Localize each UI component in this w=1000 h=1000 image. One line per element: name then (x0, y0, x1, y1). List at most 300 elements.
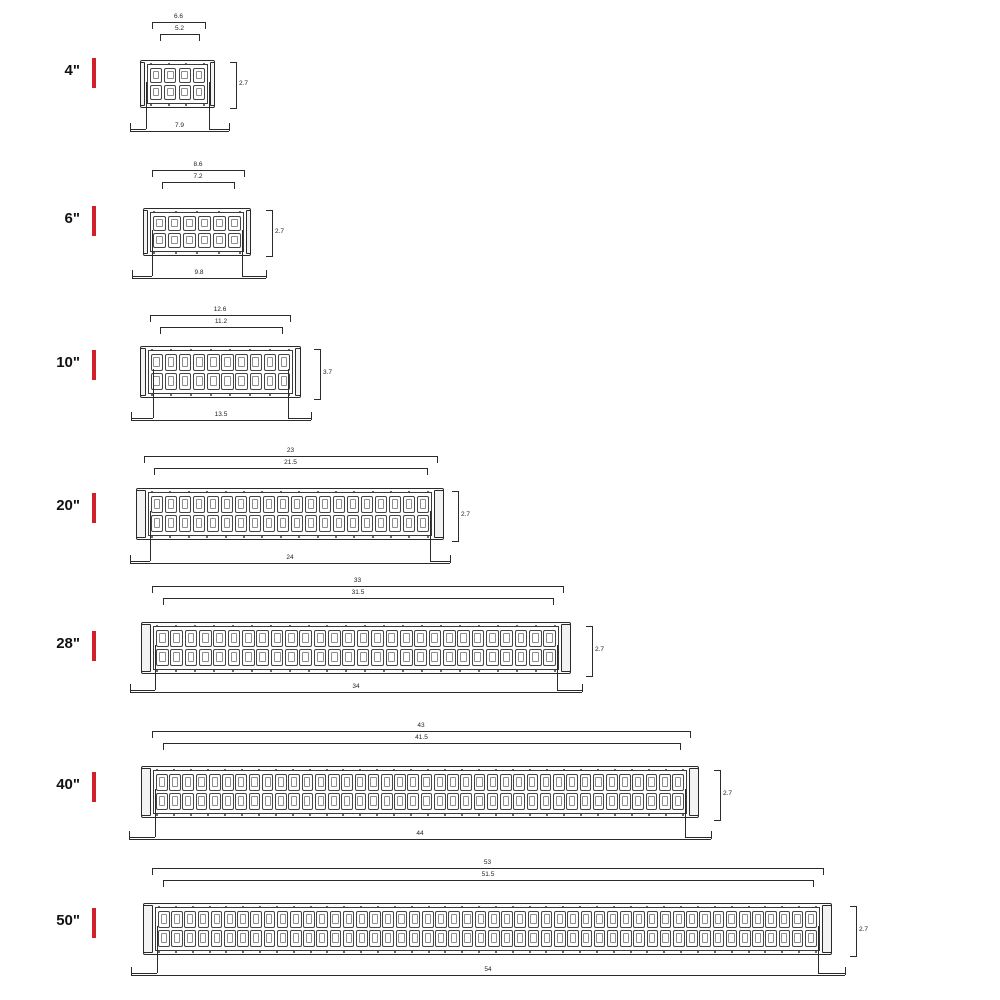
screw (444, 814, 446, 816)
top-dim-4-label: 33 (353, 577, 362, 584)
second-dim-6-tick-left (163, 880, 164, 887)
screw (631, 814, 633, 816)
led (660, 930, 672, 947)
led (594, 911, 606, 928)
screw (516, 625, 518, 627)
screw (714, 906, 716, 908)
screw (310, 951, 312, 953)
second-dim-6-line (163, 880, 813, 881)
bottom-dim-4-line (130, 692, 582, 693)
bottom-dim-5-line (129, 839, 711, 840)
led (792, 911, 804, 928)
screw (225, 906, 227, 908)
led (566, 774, 578, 791)
led (713, 930, 725, 947)
led (460, 774, 472, 791)
screw (276, 951, 278, 953)
led (302, 793, 314, 810)
screw (512, 951, 514, 953)
screw-row-2-0 (151, 349, 291, 352)
led (343, 930, 355, 947)
screw (440, 625, 442, 627)
led (193, 354, 205, 371)
screw (421, 625, 423, 627)
screw (815, 951, 817, 953)
led (156, 649, 169, 666)
screw (529, 906, 531, 908)
led (271, 630, 284, 647)
screw (360, 951, 362, 953)
led (330, 911, 342, 928)
led (315, 793, 327, 810)
bottom-dim-6-label: 54 (484, 966, 492, 973)
led (198, 233, 211, 248)
size-accent-rule-0 (92, 58, 96, 88)
led (183, 216, 196, 231)
led (607, 930, 619, 947)
led (486, 649, 499, 666)
led (333, 515, 345, 532)
led (355, 793, 367, 810)
size-label-3: 20" (56, 497, 80, 514)
led (262, 774, 274, 791)
screw (529, 769, 531, 771)
screw (168, 63, 170, 65)
led (672, 793, 684, 810)
mount-bracket-left-foot-4 (130, 690, 155, 691)
screw (156, 670, 158, 672)
second-dim-5-label: 41.5 (415, 734, 428, 741)
screw (242, 906, 244, 908)
led (673, 930, 685, 947)
led (165, 373, 177, 390)
led (593, 774, 605, 791)
screw (258, 769, 260, 771)
bottom-dim-3-line (130, 563, 450, 564)
led (500, 630, 513, 647)
led (541, 911, 553, 928)
led (235, 515, 247, 532)
led (739, 930, 751, 947)
top-dim-5-line (152, 731, 690, 732)
end-cap-right-2 (295, 348, 301, 396)
screw (175, 625, 177, 627)
screw (697, 906, 699, 908)
screw (151, 536, 153, 538)
screw (613, 906, 615, 908)
led (153, 233, 166, 248)
screw (298, 491, 300, 493)
led (580, 793, 592, 810)
mount-bracket-right-arm-3 (430, 511, 431, 561)
screw (239, 252, 241, 254)
led (290, 911, 302, 928)
led (540, 793, 552, 810)
screw (597, 814, 599, 816)
led (472, 649, 485, 666)
led (375, 496, 387, 513)
screw (376, 769, 378, 771)
led (699, 911, 711, 928)
screw (495, 814, 497, 816)
led (475, 911, 487, 928)
screw (173, 814, 175, 816)
top-dim-0-tick-right (205, 22, 206, 29)
mount-bracket-left-edge-3 (130, 555, 131, 561)
screw (353, 491, 355, 493)
led (184, 930, 196, 947)
led (264, 373, 276, 390)
led (250, 911, 262, 928)
led (659, 793, 671, 810)
second-dim-4-line (163, 598, 553, 599)
top-dim-5-label: 43 (417, 722, 425, 729)
screw (203, 104, 205, 106)
led (382, 930, 394, 947)
led (805, 930, 817, 947)
led (264, 930, 276, 947)
led (319, 496, 331, 513)
led (277, 911, 289, 928)
screw (478, 814, 480, 816)
mount-bracket-left-edge-1 (132, 270, 133, 276)
screw (196, 211, 198, 213)
led (447, 774, 459, 791)
height-dim-2-tick-bottom (314, 399, 321, 400)
screw (614, 769, 616, 771)
led (182, 774, 194, 791)
screw (239, 211, 241, 213)
screw (241, 814, 243, 816)
screw (613, 951, 615, 953)
led (171, 930, 183, 947)
led (422, 930, 434, 947)
mount-bracket-left-arm-2 (153, 369, 154, 418)
led (752, 930, 764, 947)
screw (280, 491, 282, 493)
screw (209, 906, 211, 908)
size-label-4: 28" (56, 635, 80, 652)
led (228, 216, 241, 231)
second-dim-5-tick-left (163, 743, 164, 750)
screw (169, 536, 171, 538)
screw (326, 625, 328, 627)
screw (153, 252, 155, 254)
led (462, 930, 474, 947)
screw (309, 769, 311, 771)
led (291, 496, 303, 513)
screw (242, 951, 244, 953)
mount-bracket-left-foot-3 (130, 561, 150, 562)
led (328, 793, 340, 810)
second-dim-0-line (160, 34, 199, 35)
second-dim-1-label: 7.2 (193, 173, 203, 180)
led (726, 911, 738, 928)
height-dim-1-label: 2.7 (275, 228, 285, 235)
led (249, 774, 261, 791)
led (209, 774, 221, 791)
screw (461, 906, 463, 908)
led (382, 911, 394, 928)
screw (156, 625, 158, 627)
led (581, 911, 593, 928)
size-label-6: 50" (56, 912, 80, 929)
screw (345, 670, 347, 672)
led (183, 233, 196, 248)
led (328, 774, 340, 791)
led (314, 649, 327, 666)
screw (192, 906, 194, 908)
led (805, 911, 817, 928)
height-dim-6-line (856, 906, 857, 956)
led (443, 630, 456, 647)
led (288, 774, 300, 791)
led (224, 911, 236, 928)
screw (225, 491, 227, 493)
screw (562, 951, 564, 953)
led (594, 930, 606, 947)
led (554, 930, 566, 947)
screw (372, 536, 374, 538)
led (207, 373, 219, 390)
led (396, 930, 408, 947)
size-label-2: 10" (56, 354, 80, 371)
second-dim-6-label: 51.5 (481, 871, 495, 878)
screw-row-5-0 (156, 769, 684, 772)
size-accent-rule-1 (92, 206, 96, 236)
screw (497, 670, 499, 672)
screw (249, 349, 251, 351)
screw (206, 536, 208, 538)
screw (326, 769, 328, 771)
led (278, 354, 290, 371)
mount-bracket-left-edge-5 (129, 831, 130, 837)
led (342, 649, 355, 666)
screw (563, 814, 565, 816)
screw (270, 625, 272, 627)
screw (317, 491, 319, 493)
screw (478, 906, 480, 908)
led (513, 774, 525, 791)
led (277, 496, 289, 513)
led-row-5-1 (156, 792, 684, 810)
screw (190, 394, 192, 396)
screw (798, 951, 800, 953)
led (250, 373, 262, 390)
screw (190, 769, 192, 771)
end-cap-right-1 (246, 210, 251, 254)
led (222, 793, 234, 810)
led (632, 793, 644, 810)
second-dim-2-tick-right (282, 327, 283, 334)
mount-bracket-left-foot-6 (131, 973, 157, 974)
screw (580, 814, 582, 816)
led (156, 774, 168, 791)
led (407, 793, 419, 810)
screw (714, 951, 716, 953)
bottom-dim-1-line (132, 278, 266, 279)
screw (269, 349, 271, 351)
size-accent-rule-3 (92, 493, 96, 523)
led (235, 774, 247, 791)
screw-row-1-1 (153, 251, 241, 254)
led (361, 496, 373, 513)
led (179, 496, 191, 513)
led (263, 515, 275, 532)
mount-bracket-right-edge-4 (582, 684, 583, 690)
led (169, 774, 181, 791)
led (207, 496, 219, 513)
screw (390, 536, 392, 538)
screw (390, 491, 392, 493)
led (389, 496, 401, 513)
led (726, 930, 738, 947)
screw (218, 211, 220, 213)
screw (459, 625, 461, 627)
led (660, 911, 672, 928)
led (250, 354, 262, 371)
top-dim-4-line (152, 586, 563, 587)
led (299, 649, 312, 666)
led (228, 233, 241, 248)
size-label-5: 40" (56, 776, 80, 793)
led (316, 911, 328, 928)
led (250, 930, 262, 947)
led (673, 911, 685, 928)
led (184, 911, 196, 928)
screw (545, 951, 547, 953)
screw (188, 536, 190, 538)
led (235, 354, 247, 371)
led (527, 793, 539, 810)
screw (335, 491, 337, 493)
led (409, 930, 421, 947)
screw (308, 670, 310, 672)
screw (579, 906, 581, 908)
led (407, 774, 419, 791)
screw (360, 906, 362, 908)
screw (646, 951, 648, 953)
screw (251, 670, 253, 672)
screw (410, 769, 412, 771)
led (209, 793, 221, 810)
screw (512, 814, 514, 816)
led (164, 68, 176, 83)
screw (748, 906, 750, 908)
led (303, 930, 315, 947)
screw (210, 349, 212, 351)
mount-bracket-left-arm-6 (157, 926, 158, 973)
led (567, 911, 579, 928)
screw-row-6-1 (158, 950, 817, 953)
led (305, 496, 317, 513)
screw (170, 349, 172, 351)
led (249, 515, 261, 532)
screw (289, 625, 291, 627)
screw (697, 951, 699, 953)
led (779, 930, 791, 947)
screw (495, 906, 497, 908)
size-label-0: 4" (64, 62, 80, 79)
top-dim-4-tick-right (563, 586, 564, 593)
led (457, 630, 470, 647)
led (150, 85, 162, 100)
screw (393, 769, 395, 771)
led (472, 630, 485, 647)
led (460, 793, 472, 810)
top-dim-0-line (152, 22, 205, 23)
screw (364, 670, 366, 672)
led (264, 354, 276, 371)
led (527, 774, 539, 791)
screw (225, 951, 227, 953)
led-row-4-1 (156, 648, 556, 666)
screw (748, 951, 750, 953)
led (417, 496, 429, 513)
second-dim-3-line (154, 468, 427, 469)
led (699, 930, 711, 947)
led (567, 930, 579, 947)
screw (288, 349, 290, 351)
screw (169, 491, 171, 493)
led (540, 774, 552, 791)
led (165, 496, 177, 513)
led (633, 930, 645, 947)
led (237, 911, 249, 928)
led (302, 774, 314, 791)
second-dim-1-line (162, 182, 234, 183)
height-dim-2-line (320, 349, 321, 399)
screw (554, 670, 556, 672)
led (347, 496, 359, 513)
screw (680, 906, 682, 908)
height-dim-2-tick-top (314, 349, 321, 350)
size-label-1: 6" (64, 210, 80, 227)
led (417, 515, 429, 532)
led (170, 630, 183, 647)
screw (394, 951, 396, 953)
led-row-2-0 (151, 353, 291, 371)
screw (411, 906, 413, 908)
led (400, 649, 413, 666)
led (235, 496, 247, 513)
end-cap-right-0 (210, 62, 215, 106)
led (256, 649, 269, 666)
screw (478, 670, 480, 672)
led (185, 630, 198, 647)
led (672, 774, 684, 791)
led (486, 630, 499, 647)
screw-row-4-0 (156, 625, 556, 628)
led (198, 930, 210, 947)
end-cap-left-5 (141, 768, 151, 816)
mount-bracket-right-foot-1 (242, 276, 266, 277)
led (207, 515, 219, 532)
led (371, 649, 384, 666)
led (606, 793, 618, 810)
height-dim-2-label: 3.7 (323, 369, 333, 376)
screw (206, 491, 208, 493)
led (462, 911, 474, 928)
led (500, 649, 513, 666)
top-dim-3-tick-right (437, 456, 438, 463)
screw-row-4-1 (156, 669, 556, 672)
led (211, 930, 223, 947)
size-accent-rule-4 (92, 631, 96, 661)
screw-row-6-0 (158, 906, 817, 909)
led-row-1-0 (153, 215, 241, 231)
mount-bracket-left-foot-1 (132, 276, 152, 277)
